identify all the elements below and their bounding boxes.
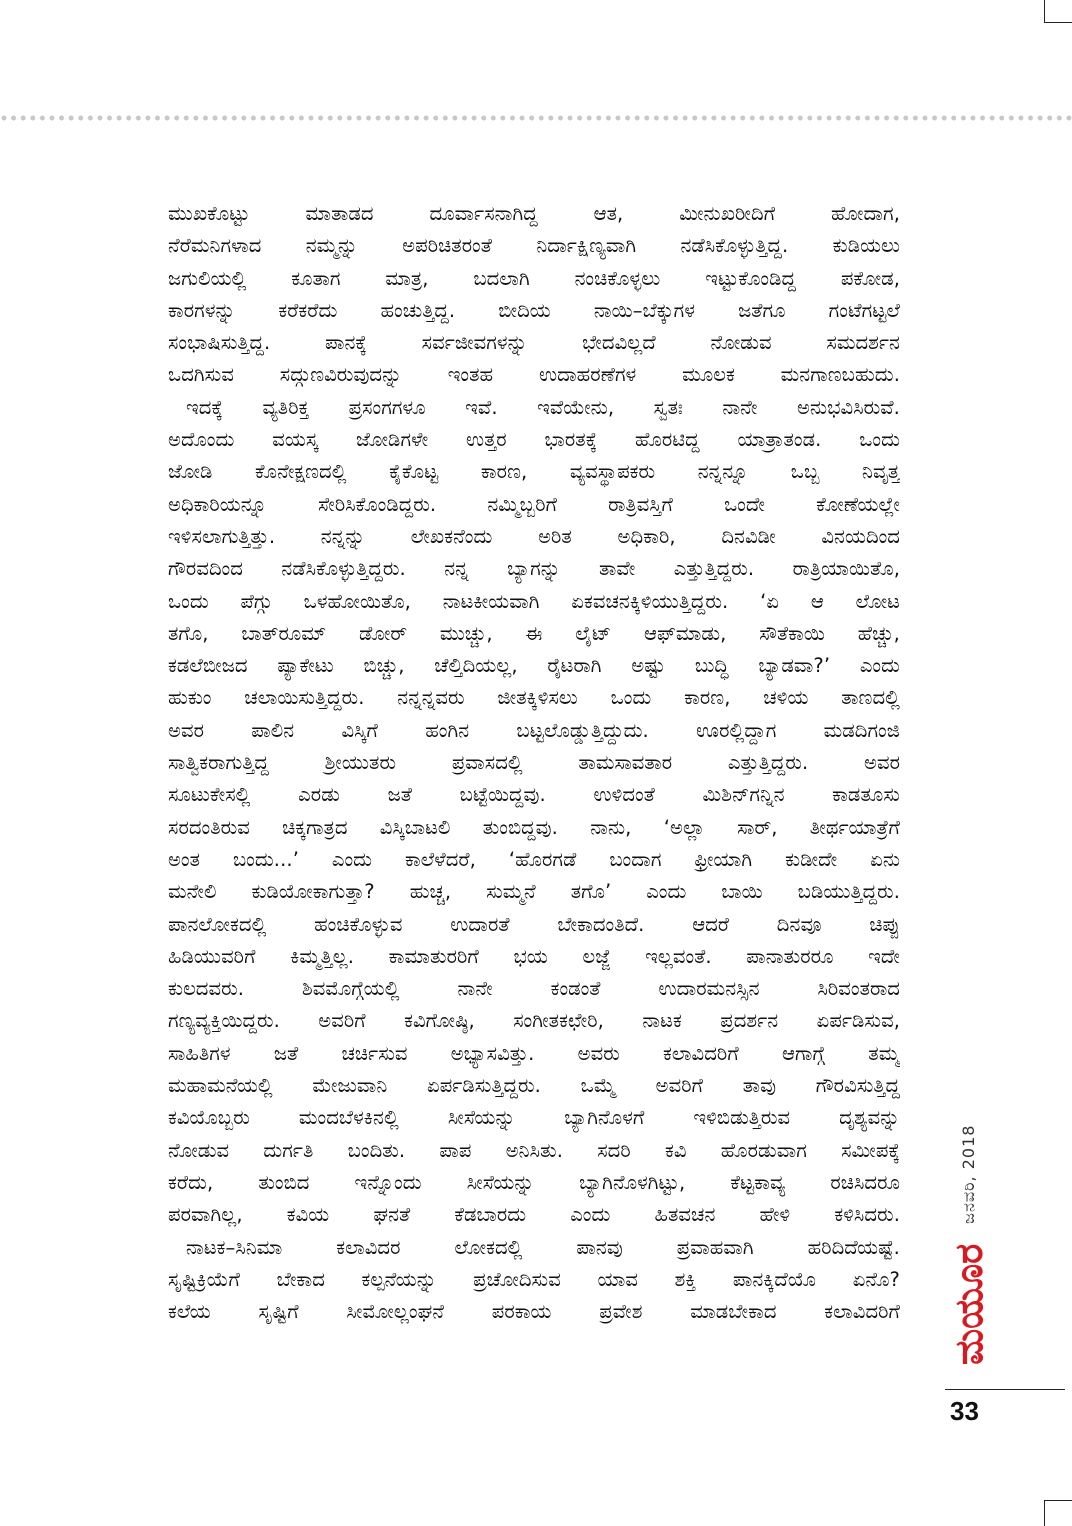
article-body [168, 198, 900, 1328]
text-line: ಕಾರಗಳನ್ನು ಕರೆಕರೆದು ಹಂಚುತ್ತಿದ್ದ. ಬೀದಿಯ ನಾಯಿ–ಬೆಕ್ಕುಗಳ ಜತೆಗೂ ಗಂಟೆಗಟ್ಟಲೆ [168, 298, 900, 322]
text-line: ಅಂತ ಬಂದು...’ ಎಂದು ಕಾಲೆಳೆದರೆ, ‘ಹೊರಗಡೆ ಬಂದಾಗ ಫ್ರೀಯಾಗಿ ಕುಡೀದೇ ಏನು [168, 847, 900, 871]
text-line: ಹುಕುಂ ಚಲಾಯಿಸುತ್ತಿದ್ದರು. ನನ್ನನ್ನವರು ಜೀತಕ್ಕಿಳಿಸಲು ಒಂದು ಕಾರಣ, ಚಳಿಯ ತಾಣದಲ್ಲಿ [168, 686, 900, 710]
text-line: ಸಾಹಿತಿಗಳ ಜತೆ ಚರ್ಚಿಸುವ ಅಭ್ಯಾಸವಿತ್ತು. ಅವರು ಕಲಾವಿದರಿಗೆ ಆಗಾಗ್ಗೆ ತಮ್ಮ [168, 1041, 900, 1065]
text-line: ಸೂಟುಕೇಸಲ್ಲಿ ಎರಡು ಜತೆ ಬಟ್ಟೆಯಿದ್ದವು. ಉಳಿದಂತೆ ಮಿಶಿನ್‌ಗನ್ನಿನ ಕಾಡತೂಸು [168, 783, 900, 807]
text-line: ಮನೇಲಿ ಕುಡಿಯೋಕಾಗುತ್ತಾ? ಹುಚ್ಚ, ಸುಮ್ಮನೆ ತಗೊ’ ಎಂದು ಬಾಯಿ ಬಡಿಯುತ್ತಿದ್ದರು. [168, 880, 900, 904]
issue-date: ಜನವರಿ, 2018 [959, 1124, 978, 1224]
text-line: ಪಾನಲೋಕದಲ್ಲಿ ಹಂಚಿಕೊಳ್ಳುವ ಉದಾರತೆ ಬೇಕಾದಂತಿದೆ. ಆದರೆ ದಿನವೂ ಚಿಪ್ಪು [168, 912, 900, 936]
text-line: ಸರದಂತಿರುವ ಚಿಕ್ಕಗಾತ್ರದ ವಿಸ್ಕಿಬಾಟಲಿ ತುಂಬಿದ್ದವು. ನಾನು, ‘ಅಲ್ಲಾ ಸಾರ್, ತೀರ್ಥಯಾತ್ರೆಗೆ [168, 815, 900, 839]
text-line: ಒದಗಿಸುವ ಸದ್ಗುಣವಿರುವುದನ್ನು ಇಂತಹ ಉದಾಹರಣೆಗಳ ಮೂಲಕ ಮನಗಾಣಬಹುದು. [168, 363, 900, 387]
text-line: ಮುಖಕೊಟ್ಟು ಮಾತಾಡದ ದೂರ್ವಾಸನಾಗಿದ್ದ ಆತ, ಮೀನುಖರೀದಿಗೆ ಹೋದಾಗ, [168, 202, 900, 225]
text-line: ಹಿಡಿಯುವರಿಗೆ ಕಿಮ್ಮತ್ತಿಲ್ಲ. ಕಾಮಾತುರರಿಗೆ ಭಯ ಲಜ್ಜೆ ಇಲ್ಲವಂತೆ. ಪಾನಾತುರರೂ ಇದೇ [168, 944, 900, 968]
magazine-footer [943, 1120, 995, 1365]
text-line: ಪರವಾಗಿಲ್ಲ, ಕವಿಯ ಘನತೆ ಕೆಡಬಾರದು ಎಂದು ಹಿತವಚನ ಹೇಳಿ ಕಳಿಸಿದರು. [168, 1203, 900, 1227]
text-line: ನೋಡುವ ದುರ್ಗತಿ ಬಂದಿತು. ಪಾಪ ಅನಿಸಿತು. ಸದರಿ ಕವಿ ಹೊರಡುವಾಗ ಸಮೀಪಕ್ಕೆ [168, 1138, 900, 1162]
text-line: ಗೌರವದಿಂದ ನಡೆಸಿಕೊಳ್ಳುತ್ತಿದ್ದರು. ನನ್ನ ಬ್ಯಾಗನ್ನು ತಾವೇ ಎತ್ತುತ್ತಿದ್ದರು. ರಾತ್ರಿಯಾಯಿತೊ, [168, 557, 900, 581]
text-line: ಇಳಿಸಲಾಗುತ್ತಿತ್ತು. ನನ್ನನ್ನು ಲೇಖಕನೆಂದು ಅರಿತ ಅಧಿಕಾರಿ, ದಿನವಿಡೀ ವಿನಯದಿಂದ [168, 524, 900, 548]
text-line: ಕಡಲೆಬೀಜದ ಪ್ಯಾಕೇಟು ಬಿಚ್ಚು, ಚೆಲ್ತಿದಿಯಲ್ಲ, ರೈಟರಾಗಿ ಅಷ್ಟು ಬುದ್ಧಿ ಬ್ಯಾಡವಾ?’ ಎಂದು [168, 654, 900, 678]
text-line: ಇದಕ್ಕೆ ವ್ಯತಿರಿಕ್ತ ಪ್ರಸಂಗಗಳೂ ಇವೆ. ಇವೆಯೇನು, ಸ್ವತಃ ನಾನೇ ಅನುಭವಿಸಿರುವೆ. [186, 395, 900, 419]
crop-mark-top [1044, 0, 1072, 23]
text-line: ಜಗುಲಿಯಲ್ಲಿ ಕೂತಾಗ ಮಾತ್ರ, ಬದಲಾಗಿ ನಂಚಿಕೊಳ್ಳಲು ಇಟ್ಟುಕೊಂಡಿದ್ದ ಪಕೋಡ, [168, 266, 900, 290]
text-line: ಮಹಾಮನೆಯಲ್ಲಿ ಮೇಜುವಾನಿ ಏರ್ಪಡಿಸುತ್ತಿದ್ದರು. ಒಮ್ಮೆ ಅವರಿಗೆ ತಾವು ಗೌರವಿಸುತ್ತಿದ್ದ [168, 1074, 900, 1098]
dotted-divider [0, 114, 1072, 122]
text-line: ತಗೊ, ಬಾತ್‌ರೂಮ್ ಡೋರ್ ಮುಚ್ಚು, ಈ ಲೈಟ್ ಆಫ್‌ಮಾಡು, ಸೌತೆಕಾಯಿ ಹೆಚ್ಚು, [168, 621, 900, 645]
text-line: ಅದೊಂದು ವಯಸ್ಕ ಜೋಡಿಗಳೇ ಉತ್ತರ ಭಾರತಕ್ಕೆ ಹೊರಟಿದ್ದ ಯಾತ್ರಾತಂಡ. ಒಂದು [168, 428, 900, 452]
magazine-name: ಮಯೂರ [946, 1243, 991, 1365]
text-line: ಗಣ್ಯವ್ಯಕ್ತಿಯಿದ್ದರು. ಅವರಿಗೆ ಕವಿಗೋಷ್ಠಿ, ಸಂಗೀತಕಛೇರಿ, ನಾಟಕ ಪ್ರದರ್ಶನ ಏರ್ಪಡಿಸುವ, [168, 1009, 900, 1033]
page-number-rule [945, 1389, 1065, 1390]
text-line: ಸಾತ್ವಿಕರಾಗುತ್ತಿದ್ದ ಶ್ರೀಯುತರು ಪ್ರವಾಸದಲ್ಲಿ ತಾಮಸಾವತಾರ ಎತ್ತುತ್ತಿದ್ದರು. ಅವರ [168, 751, 900, 775]
text-line: ಕರೆದು, ತುಂಬಿದ ಇನ್ನೊಂದು ಸೀಸೆಯನ್ನು ಬ್ಯಾಗಿನೊಳಗಿಟ್ಟು, ಕೆಟ್ಟಕಾವ್ಯ ರಚಿಸಿದರೂ [168, 1170, 900, 1194]
text-line: ಅಧಿಕಾರಿಯನ್ನೂ ಸೇರಿಸಿಕೊಂಡಿದ್ದರು. ನಮ್ಮಿಬ್ಬರಿಗೆ ರಾತ್ರಿವಸ್ತಿಗೆ ಒಂದೇ ಕೋಣೆಯಲ್ಲೇ [168, 492, 900, 516]
text-line: ಸಂಭಾಷಿಸುತ್ತಿದ್ದ. ಪಾನಕ್ಕೆ ಸರ್ವಜೀವಗಳನ್ನು ಭೇದವಿಲ್ಲದೆ ನೋಡುವ ಸಮದರ್ಶನ [168, 331, 900, 355]
text-line: ಕುಲದವರು. ಶಿವಮೊಗ್ಗೆಯಲ್ಲಿ ನಾನೇ ಕಂಡಂತೆ ಉದಾರಮನಸ್ಸಿನ ಸಿರಿವಂತರಾದ [168, 977, 900, 1001]
text-line: ಅವರ ಪಾಲಿನ ವಿಸ್ಕಿಗೆ ಹಂಗಿನ ಬಟ್ಟಲೊಡ್ಡುತ್ತಿದ್ದುದು. ಊರಲ್ಲಿದ್ದಾಗ ಮಡದಿಗಂಜಿ [168, 718, 900, 742]
text-line: ಕಲೆಯ ಸೃಷ್ಟಿಗೆ ಸೀಮೋಲ್ಲಂಘನೆ ಪರಕಾಯ ಪ್ರವೇಶ ಮಾಡಬೇಕಾದ ಕಲಾವಿದರಿಗೆ [168, 1300, 900, 1324]
text-line: ನಾಟಕ–ಸಿನಿಮಾ ಕಲಾವಿದರ ಲೋಕದಲ್ಲಿ ಪಾನವು ಪ್ರವಾಹವಾಗಿ ಹರಿದಿದೆಯಷ್ಟೆ. [186, 1235, 900, 1259]
text-line: ಕವಿಯೊಬ್ಬರು ಮಂದಬೆಳಕಿನಲ್ಲಿ ಸೀಸೆಯನ್ನು ಬ್ಯಾಗಿನೊಳಗೆ ಇಳಿಬಿಡುತ್ತಿರುವ ದೃಶ್ಯವನ್ನು [168, 1106, 900, 1130]
crop-mark-bottom [1044, 1500, 1072, 1526]
text-line: ಸೃಷ್ಟಿಕ್ರಿಯೆಗೆ ಬೇಕಾದ ಕಲ್ಪನೆಯನ್ನು ಪ್ರಚೋದಿಸುವ ಯಾವ ಶಕ್ತಿ ಪಾನಕ್ಕಿದೆಯೊ ಏನೊ? [168, 1267, 900, 1291]
text-line: ಒಂದು ಪೆಗ್ಗು ಒಳಹೋಯಿತೊ, ನಾಟಕೀಯವಾಗಿ ಏಕವಚನಕ್ಕಿಳಿಯುತ್ತಿದ್ದರು. ‘ಏ ಆ ಲೋಟ [168, 589, 900, 613]
page-number: 33 [950, 1396, 979, 1426]
text-line: ನೆರೆಮನಿಗಳಾದ ನಮ್ಮನ್ನು ಅಪರಿಚಿತರಂತೆ ನಿರ್ದಾಕ್ಷಿಣ್ಯವಾಗಿ ನಡೆಸಿಕೊಳ್ಳುತ್ತಿದ್ದ. ಕುಡಿಯಲು [168, 234, 900, 258]
text-line: ಜೋಡಿ ಕೊನೇಕ್ಷಣದಲ್ಲಿ ಕೈಕೊಟ್ಟ ಕಾರಣ, ವ್ಯವಸ್ಥಾಪಕರು ನನ್ನನ್ನೂ ಒಬ್ಬ ನಿವೃತ್ತ [168, 460, 900, 484]
